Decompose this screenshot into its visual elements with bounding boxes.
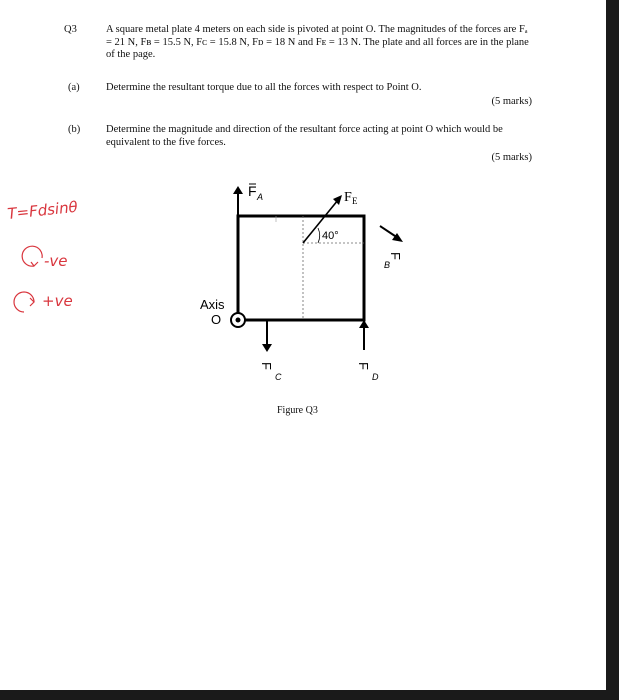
force-d-subscript: D <box>372 372 379 382</box>
handwritten-ccw-arrow-icon <box>14 292 34 312</box>
part-a-label: (a) <box>68 82 80 93</box>
part-b-label: (b) <box>68 124 81 135</box>
pivot-label: O <box>211 312 222 327</box>
part-a-marks: (5 marks) <box>491 96 532 107</box>
part-b-text: Determine the magnitude and direction of the resultant force acting at point O which would be equivalent to the five forces. <box>106 124 503 148</box>
force-c-subscript: C <box>275 372 282 382</box>
question-number: Q3 <box>64 24 77 35</box>
force-c-arrowhead <box>262 344 272 352</box>
force-e-label: F <box>344 190 352 205</box>
square-plate <box>238 216 364 320</box>
handwritten-torque-formula: T=Fdsinθ <box>6 197 79 223</box>
handwritten-cw-arrowhead-icon <box>31 262 38 266</box>
force-a-arrowhead <box>233 186 243 194</box>
force-b-subscript: B <box>384 260 391 270</box>
force-a-label: F <box>248 183 257 199</box>
force-d-label: F <box>356 362 371 370</box>
force-b-label: F <box>388 252 403 260</box>
handwritten-negative: -ve <box>44 252 68 270</box>
force-e-subscript: E <box>352 196 358 206</box>
part-a-text: Determine the resultant torque due to all the forces with respect to Point O. <box>106 82 422 93</box>
figure-caption: Figure Q3 <box>277 405 318 416</box>
angle-arc <box>318 228 320 243</box>
angle-label: 40° <box>322 230 339 242</box>
force-a-subscript: A <box>257 192 264 202</box>
force-c-label: F <box>259 362 274 370</box>
question-text: A square metal plate 4 meters on each side is pivoted at point O. The magnitudes of the forces are Fₐ = 21 N, Fʙ = 15.5 N, Fᴄ = 15.8 N, Fᴅ = 18 N and Fᴇ = 13 N. The plate and all forces are in the plane of the page. <box>106 24 529 60</box>
pivot-dot <box>236 318 241 323</box>
part-b-marks: (5 marks) <box>491 152 532 163</box>
handwritten-positive: +ve <box>42 292 73 310</box>
axis-label: Axis <box>200 297 225 312</box>
